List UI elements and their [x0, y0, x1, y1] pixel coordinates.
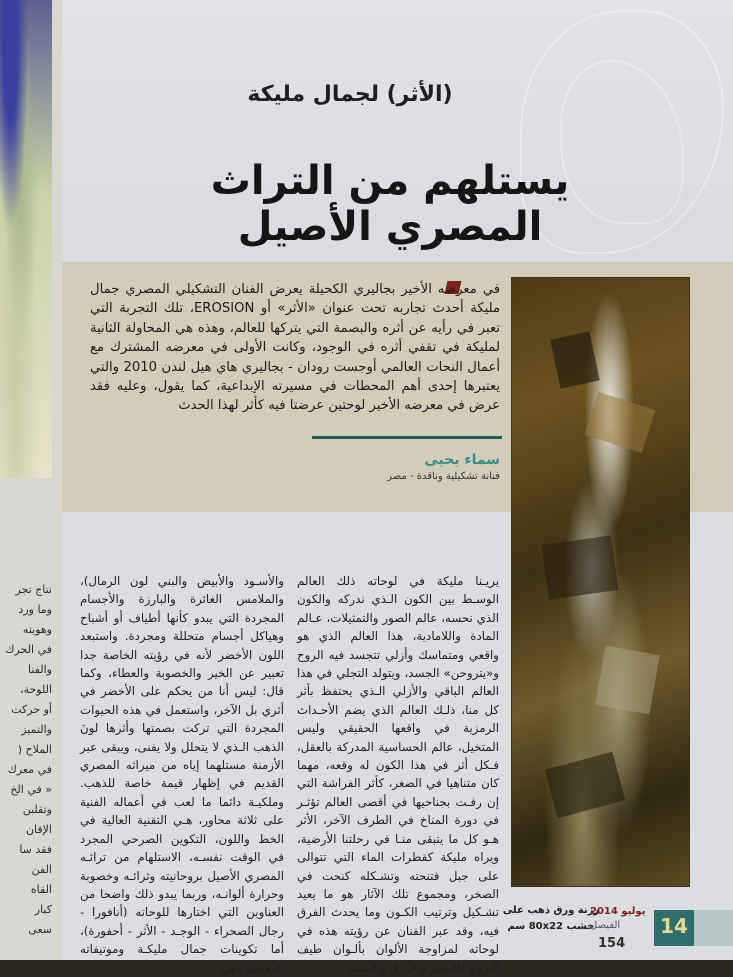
neighbor-text-line: نتاج تجر: [15, 583, 52, 596]
body-column-left: والأسـود والأبيض والبني لون الرمال)، والملامس الغائرة والبارزة والأجسام المجردة التي يبدو كأنها أطياف أو أشباح وهياكل أجسام متحللة ومجردة. واستبعد اللون الأخضر لأنه في رؤيته الخاصة جدا تعبير عن الخير والخصوبة والعطاء، وكما قال: ليس أنا من يحكم على الأخضر في أثري بل الآخر، واستعمل في هذه الحيوات المجردة التي تركت بصمتها وأثرها لونَ الذهب الـذي لا يتحلل ولا يفنى، ويبقى عبر الأزمنة مستلهما إياه من ميراثه المصري القديم في إظهار قيمة خاصة للذهب. وملكيـة دائما ما لعب في أعماله الفنية على ثلاثة محاور، هـي التقنية العالية في الخط واللون، التكوين الصرحي المجرد في الوقت نفسـه، الاستلهام من تراثـه المصري الأصيل بروحانيته وثرائـه وخصوبة وحرارة ألوانـه، وربما يبدو ذلك واضحا من العناوين التي اختارها للوحاته (أنافورا - رجال الصحراء - الوجـد - الأثر - أحفورة)، أما تكوينات جمال مليكـة وموتيفاته الأيقونية فهي: [80, 574, 284, 975]
neighbor-text-line: والفنا: [28, 663, 52, 676]
neighbor-text-line: الفن: [31, 863, 52, 876]
article-intro: في معرضه الأخير بجاليري الكحيلة يعرض الفنان التشكيلي المصري جمال مليكة أحدث تجاربه تحت عنوان «الأثر» أو EROSION، تلك التجربة التي تعبر في رأيه عن أثره والبصمة التي يتركها للعالم، وهذه هي المحاولة الثانية لمليكة في تقفي أثره في الوجود، وكانت الأولى في معرضه المشترك مع أعمال النحات العالمي أوجست رودان - بجاليري هاي هيل لندن 2010 والتي يعتبرها إحدى أهم المحطات في مسيرته الإبداعية، كما يقول، وعليه فقد عرض في معرضه الأخير لوحتين عرضتا فيه كأثر لهذا الحدث: [90, 282, 501, 414]
neighbor-text-line: سعى: [28, 923, 52, 936]
neighbor-text-line: اللوحة،: [20, 683, 52, 696]
footer-stripe: [694, 910, 733, 946]
neighbor-text-line: الإفان: [25, 823, 52, 836]
neighbor-text-line: « في الخ: [10, 783, 52, 796]
neighbor-text-line: في معرك: [7, 763, 52, 776]
neighbor-text-line: فقد سا: [19, 843, 52, 856]
neighbor-text-line: وهويته: [22, 623, 52, 636]
article-kicker: (الأثر) لجمال مليكة: [247, 82, 453, 107]
author-divider: [312, 436, 502, 439]
neighbor-text-line: الملاح (: [17, 743, 52, 756]
neighbor-text-line: والتميز: [21, 723, 52, 736]
article-title: يستلهم من التراث المصري الأصيل: [210, 158, 570, 250]
body-column-right: يريـنا مليكة في لوحاته ذلك العالم الوسـط بين الكون الـذي ندركه والكون الذي نحسه، عالم الصور والتمثيلات، عـالم المادة واللامادية، هذا العالم الذي هو واقعي ومتماسك وأزلي تتجسد فيه الروح و«يتروحن» الجسد، ويتولد التجلي في هذا العالم الباقي والأزلي الـذي يحتفظ بأثر كل منا، ذلـك العالم الذي يضم الأحـداث الرمزية في واقعها الحقيقي وليس المتخيل، عالم الحساسية المدركة بالعقل، فـكل أثر في هذا الكون له وقعه، مهما كان متناهيا في الصغر، كأثر الفراشة التي إن رفـت بجناحيها في أقصى العالم تؤثـر في دورة المناخ في الطرف الآخر، الأثر هـو كل ما يتبقى منـا في رحلتنا الأرضية، ويراه مليكة كقطرات الماء التي تتوالى على جبل فتنحته وتشـكله كنحت في الصخر، ومجموع تلك الآثار هو ما يعيد تشـكيل وترتيب الكـون وما يحدث الفرق فيه، وقد عبر الفنان عن رؤيته هذه في لوحاته لمزاوجة الألوان بألـوان طيف الـروح (الأحمر والأزرق والأصفر: [297, 574, 499, 975]
neighbor-text-line: وتقلبن: [22, 803, 52, 816]
neighbor-page-artwork: [0, 0, 52, 478]
neighbor-text-line: في الحرك: [5, 643, 52, 656]
neighbor-text-line: القاه: [30, 883, 52, 896]
page-number: 14: [660, 914, 688, 938]
caption-line: خشب 80x22 سم: [507, 921, 595, 932]
magazine-logo: الفيصل: [590, 920, 621, 931]
neighbor-text-line: كبار: [34, 903, 52, 916]
neighbor-page-text: [2, 580, 52, 936]
painting-texture: [595, 646, 660, 715]
neighbor-text-line: وما ورد: [18, 603, 52, 616]
issue-date: يوليو 2014: [590, 906, 646, 917]
issue-page-count: 154: [598, 936, 626, 951]
caption-line: رزنة ورق ذهب على: [502, 905, 600, 916]
neighbor-text-line: أو حركت: [11, 703, 52, 716]
painting-texture: [542, 535, 619, 599]
author-role: فنانة تشكيلية وناقدة - مصر: [387, 471, 500, 482]
author-name: سماء يحيى: [424, 452, 500, 468]
